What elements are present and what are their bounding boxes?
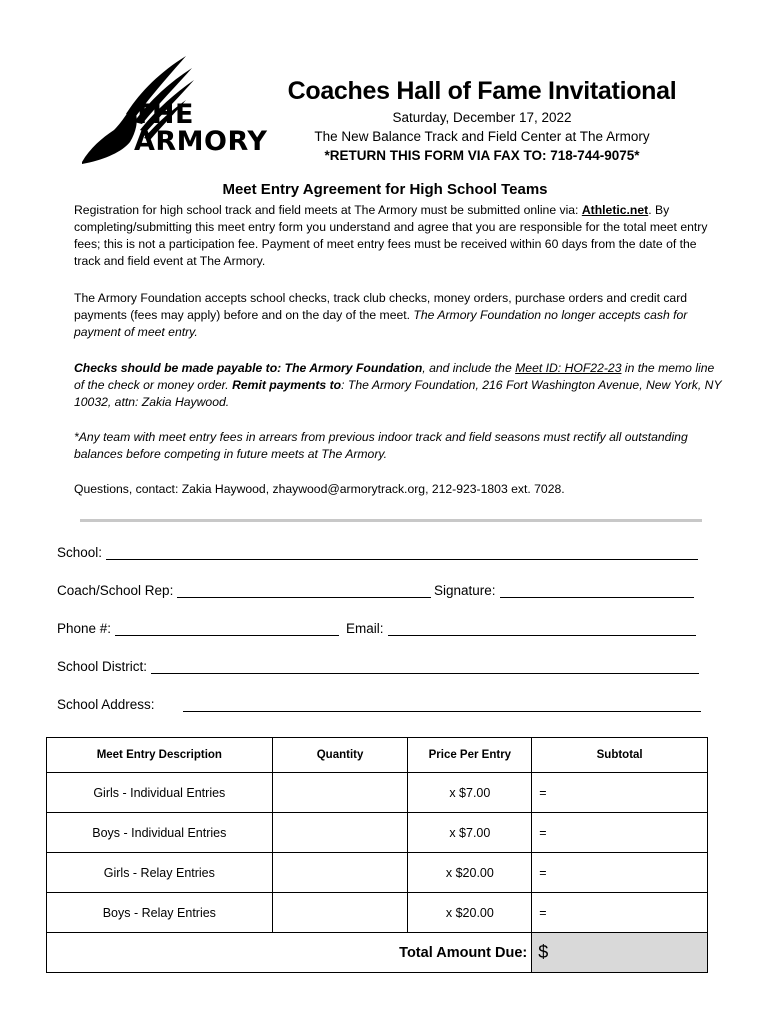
district-field <box>57 659 699 674</box>
header-subtotal: Subtotal <box>532 738 708 773</box>
total-amount-input[interactable]: $ <box>532 933 708 973</box>
table-row <box>47 813 708 853</box>
row-price: x $7.00 <box>408 813 532 853</box>
row-subtotal-input[interactable]: = <box>532 813 708 853</box>
header-quantity: Quantity <box>272 738 408 773</box>
divider <box>80 519 702 522</box>
row-subtotal-input[interactable]: = <box>532 893 708 933</box>
table-header-row <box>47 738 708 773</box>
p3-bold: Checks should be made payable to: The Armory Foundation <box>74 361 423 375</box>
row-price: x $20.00 <box>408 853 532 893</box>
agreement-heading: Meet Entry Agreement for High School Teams <box>222 181 548 198</box>
total-row <box>47 933 708 973</box>
p2-text: The Armory Foundation accepts school checks, track club checks, money orders, purchase orders and credit card payments (fees may apply) before and on the day of the meet. <box>74 291 688 322</box>
event-date: Saturday, December 17, 2022 <box>392 110 572 125</box>
coach-label: Coach/School Rep: <box>57 583 174 598</box>
school-label: School: <box>57 545 103 560</box>
header-price: Price Per Entry <box>408 738 532 773</box>
p3-bold2: Remit payments to <box>232 378 342 392</box>
p2-italic: The Armory Foundation no longer accepts cash for payment of meet entry. <box>74 308 688 339</box>
phone-label: Phone #: <box>57 621 112 636</box>
row-subtotal-input[interactable]: = <box>532 853 708 893</box>
email-field <box>346 621 696 636</box>
p3-mid2: in the memo line of the check or money order. <box>74 361 715 392</box>
school-input[interactable] <box>106 545 698 560</box>
address-input[interactable] <box>183 697 701 712</box>
contact-line: Questions, contact: Zakia Haywood, zhaywood@armorytrack.org, 212-923-1803 ext. 7028. <box>74 482 565 496</box>
email-input[interactable] <box>388 621 696 636</box>
logo-text-the: THE <box>133 99 194 130</box>
row-quantity-input[interactable] <box>272 853 408 893</box>
logo-text-armory: ARMORY <box>134 126 268 157</box>
district-input[interactable] <box>151 659 699 674</box>
row-subtotal-input[interactable]: = <box>532 773 708 813</box>
address-field <box>57 697 701 712</box>
email-label: Email: <box>346 621 384 636</box>
agreement-paragraph-1 <box>74 202 722 270</box>
agreement-paragraph-2 <box>74 290 722 341</box>
phone-input[interactable] <box>115 621 339 636</box>
row-description: Boys - Individual Entries <box>47 813 273 853</box>
row-price: x $7.00 <box>408 773 532 813</box>
meet-id: Meet ID: HOF22-23 <box>515 361 622 375</box>
row-quantity-input[interactable] <box>272 893 408 933</box>
coach-input[interactable] <box>177 583 431 598</box>
district-label: School District: <box>57 659 148 674</box>
table-row <box>47 893 708 933</box>
row-quantity-input[interactable] <box>272 813 408 853</box>
fax-note: *RETURN THIS FORM VIA FAX TO: 718-744-9075* <box>324 148 640 163</box>
athletic-net-link[interactable]: Athletic.net <box>581 203 649 217</box>
row-price: x $20.00 <box>408 893 532 933</box>
agreement-paragraph-4: *Any team with meet entry fees in arrears from previous indoor track and field seasons must rectify all outstanding balances before competing in future meets at The Armory. <box>74 430 688 461</box>
phone-field <box>57 621 339 636</box>
page-title: Coaches Hall of Fame Invitational <box>287 77 677 105</box>
header <box>262 74 702 165</box>
row-description: Boys - Relay Entries <box>47 893 273 933</box>
signature-input[interactable] <box>500 583 694 598</box>
row-description: Girls - Relay Entries <box>47 853 273 893</box>
agreement-paragraph-3 <box>74 360 722 411</box>
event-venue: The New Balance Track and Field Center at The Armory <box>314 129 650 144</box>
total-label: Total Amount Due: <box>47 933 532 973</box>
row-description: Girls - Individual Entries <box>47 773 273 813</box>
school-field <box>57 545 698 560</box>
row-quantity-input[interactable] <box>272 773 408 813</box>
coach-field <box>57 583 431 598</box>
signature-label: Signature: <box>434 583 496 598</box>
table-row <box>47 773 708 813</box>
p3-mid: , and include the <box>422 361 516 375</box>
table-row <box>47 853 708 893</box>
address-label: School Address: <box>57 697 155 712</box>
header-description: Meet Entry Description <box>47 738 273 773</box>
p3-end: : The Armory Foundation, 216 Fort Washington Avenue, New York, NY 10032, attn: Zakia Haywood. <box>74 378 722 409</box>
signature-field <box>434 583 694 598</box>
p1-text-end: . By completing/submitting this meet entry form you understand and agree that you are responsible for the total meet entry fees; this is not a participation fee. Payment of meet entry fees must be received within 60 days from the date of the track and field event at The Armory. <box>74 203 708 268</box>
entries-table <box>46 737 708 973</box>
p1-text: Registration for high school track and field meets at The Armory must be submitted online via: <box>74 203 582 217</box>
